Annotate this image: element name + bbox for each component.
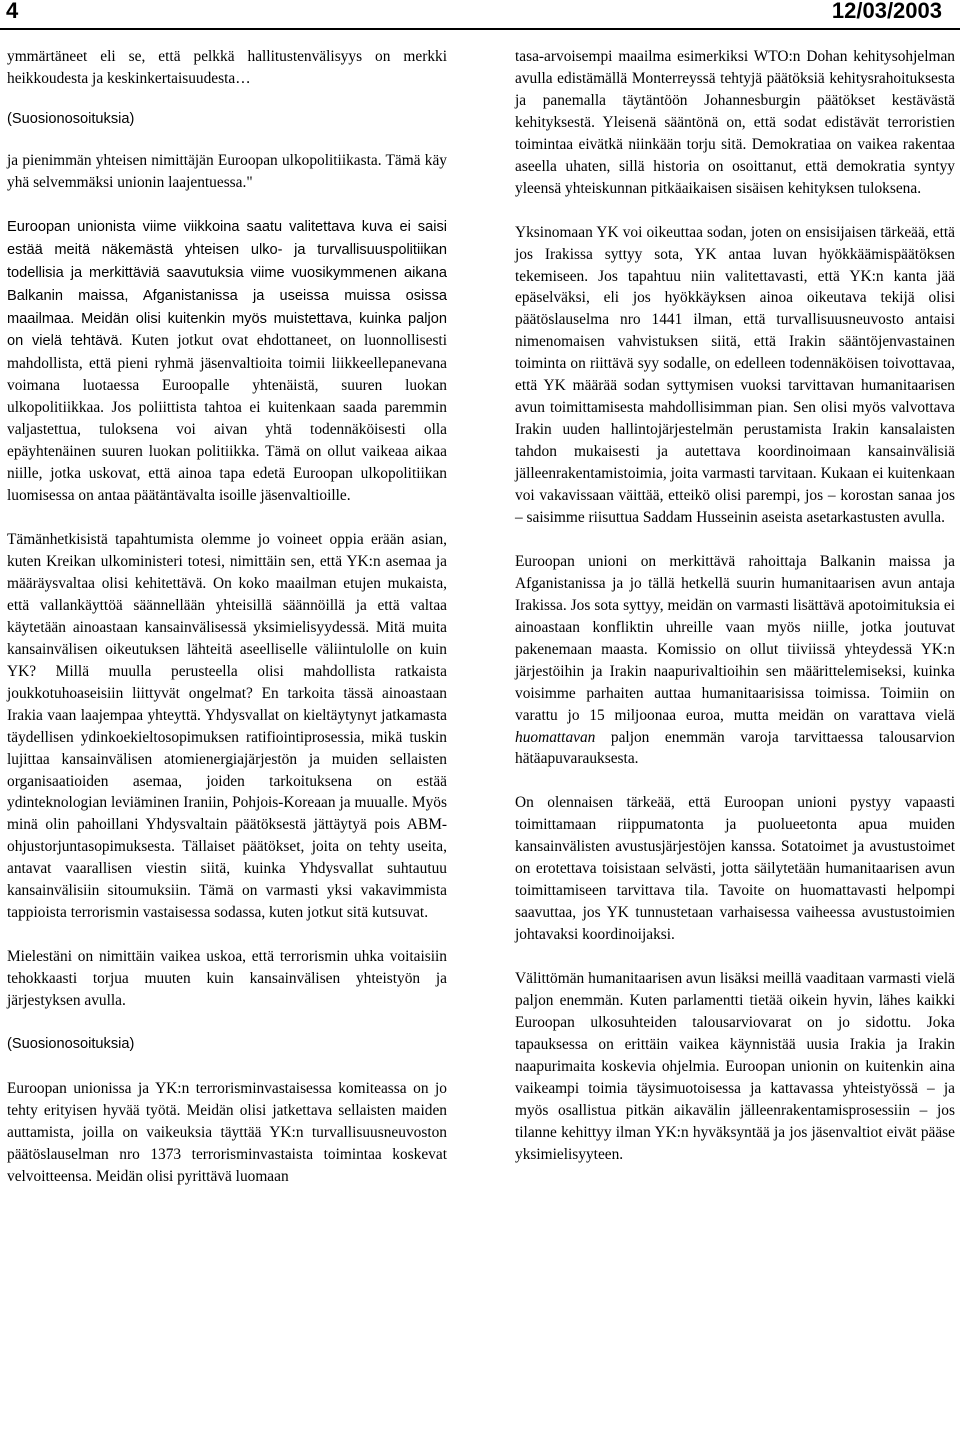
paragraph-part: Euroopan unioni on merkittävä rahoittaja Balkanin maissa ja Afganistanissa ja jo tällä hetkellä suurin humanitaarisen avun antaja Irakissa. Jos sota syttyy, meidän on varmasti lisättävä apotoimituksia ei ainoastaan konfliktin uhreille vaan myös niille, jotka joutuvat pakenemaan maasta. Komissio on ollut tiiviissä yhteydessä YK:n järjestöihin ja Irakin naapurivaltioihin sen määrittelemiseksi, kuinka voisimme parhaiten auttaa humanitaarisissa toimissa. Toimiin on varattu jo 15 miljoonaa euroa, mutta meidän on varattava vielä: [515, 552, 955, 724]
paragraph: ymmärtäneet eli se, että pelkkä hallitustenvälisyys on merkki heikkoudesta ja keskinkertaisuudesta…: [7, 48, 447, 87]
paragraph-part: paljon enemmän varoja tarvittaessa talousarvion hätäapuvarauksesta.: [515, 728, 955, 768]
paragraph-serif-part: Kuten jotkut ovat ehdottaneet, on luonnollisesti mahdollista, että pieni ryhmä jäsenvaltioita toimii liikkeellepanevana voimana luotaessa Euroopalle yhtenäistä, suuren luokan ulkopolitiikkaa. Jos poliittista tahtoa ei kuitenkaan saada paremmin valjastettua, tuloksena voi aivan yhtä todennäköisesti olla epäyhtenäinen suuren luokan politiikka. Tämä on ollut vaikeaa aikaa niille, jotka uskovat, että ainoa tapa edetä Euroopan ulkopolitiikan luomisessa on antaa päätäntävalta isoille jäsenvaltioille.: [7, 332, 447, 505]
paragraph: Euroopan unionissa ja YK:n terrorisminvastaisessa komiteassa on jo tehty erityisen hyvää työtä. Meidän olisi jatkettava sellaisten maiden auttamista, joilla on vaikeuksia täyttää YK:n turvallisuusneuvoston päätöslauselman nro 1373 terrorisminvastaista toimintaa koskevat velvoitteensa. Meidän olisi pyrittävä luomaan: [7, 1079, 447, 1185]
applause-note: (Suosionosoituksia): [7, 1035, 135, 1052]
paragraph: Välittömän humanitaarisen avun lisäksi meillä vaaditaan varmasti vielä paljon enemmän. Kuten parlamentti tietää oikein hyvin, lähes kaikki Euroopan ulkosuhteiden talousarviovarat on jo sidottu. Joka tapauksessa on erittäin vaikea käynnistää uusia Irakia ja Irakin naapurimaita koskevia ohjelmia. Euroopan unionin on kuitenkin aina vaikeampi toimia täysimuotoisessa ja kattavassa yhteistyössä – ja myös osallistua pitkän aikavälin jälleenrakentamisprosessiin – jos tilanne kehittyy ilman YK:n hyväksyntää ja jos jäsenvaltiot eivät pääse yksimielisyyteen.: [515, 969, 955, 1163]
page-number: 4: [6, 0, 19, 23]
left-column: [7, 46, 447, 1188]
page-date: 12/03/2003: [831, 0, 942, 23]
page-header: [0, 0, 960, 30]
paragraph: On olennaisen tärkeää, että Euroopan unioni pystyy vapaasti toimittamaan riippumatonta ja puolueetonta apua muiden kansainvälisten avustusjärjestöjen kanssa. Sotatoimet ja avustustoimet on erotettava toisistaan selvästi, jotta säilytetään humanitaarisen avun toimittamiseen tarvittava tila. Tavoite on huomattavasti helpompi saavuttaa, jos YK tunnustetaan varhaisessa vaiheessa avustustoimien johtavaksi koordinoijaksi.: [515, 794, 955, 944]
right-column: [515, 46, 955, 1166]
paragraph-sans-part: Euroopan unionista viime viikkoina saatu valitettava kuva ei saisi estää meitä näkemästä yhteisen ulko- ja turvallisuuspolitiikan todellisia ja merkittäviä saavutuksia viime vuosikymmenen aikana Balkanin maissa, Afganistanissa ja useissa muissa osissa maailmaa. Meidän olisi kuitenkin myös muistettava, kuinka paljon on vielä tehtävä.: [7, 218, 447, 350]
paragraph: Yksinomaan YK voi oikeuttaa sodan, joten on ensisijaisen tärkeää, että jos Irakissa syttyy sota, YK antaa luvan hyökkäämispäätöksen tekemiseen. Jos tapahtuu niin valitettavasti, että YK:n kanta jää epäselväksi, eli jos hyökkäyksen ainoa oikeutava tekijä olisi päätöslauselma nro 1441 ilman, että turvallisuusneuvosto antaisi nimenomaisen vahvistuksen siitä, että Irakin sääntöjenvastainen toiminta on riittävä syy sodalle, on edelleen todennäköisen toivottavaa, että YK määrää sodan syttymisen vuoksi tarvittavan humanitaarisen avun toimittamisesta mahdollisimman pian. Sen olisi myös valvottava Irakin uuden hallintojärjestelmän perustamista Irakin kansalaisten tahdon mukaisesti ja autettava koordinoimaan kansainvälisiä jälleenrakentamistoimia, joita varmasti tarvitaan. Kukaan ei kuitenkaan voi vakavissaan väittää, etteikö olisi parempi, jos – korostan sanaa jos – saisimme riisuttua Saddam Husseinin aseista asetarkastusten avulla.: [515, 223, 955, 526]
applause-note: (Suosionosoituksia): [7, 110, 135, 127]
paragraph: ja pienimmän yhteisen nimittäjän Euroopan ulkopolitiikasta. Tämä käy yhä selvemmäksi unionin laajentuessa.": [7, 151, 447, 191]
emphasized-word: huomattavan: [515, 728, 596, 746]
paragraph: Tämänhetkisistä tapahtumista olemme jo voineet oppia erään asian, kuten Kreikan ulkoministeri totesi, nimittäin sen, että YK:n asemaa ja määräysvaltaa olisi kehitettävä. On koko maailman etujen mukaista, että vallankäyttöä säännellään yhteisillä säännöillä ja että valtaa käytetään ainoastaan kansainvälisessä yksimielisyydessä. Mitä muita kansainvälisen oikeutuksen lähteitä aseelliselle väliintulolle on kuin YK? Millä muulla perusteella olisi mahdollista ratkaista joukkotuhoaseisiin liittyvät ongelmat? En tarkoita tässä ainoastaan Irakia vaan laajempaa yhteyttä. Yhdysvallat on kieltäytynyt jatkamasta täydellisen ydinkoekieltosopimuksen ratifiointiprosessia, mikä tuskin lujittaa kansainvälisen atomienergiajärjestön ja muiden sellaisten organisaatioiden asemaa, joiden tarkoituksena on estää ydinteknologian leviäminen Iraniin, Pohjois-Koreaan ja muualle. Myös minä olin pahoillani Yhdysvaltain päätöksestä jättäytyä pois ABM-ohjustorjuntasopimuksesta. Tällaiset päätökset, joita on tehty useita, antavat vaarallisen viestin siitä, kuinka Yhdysvallat suhtautuu kansainvälisiin sitoumuksiin. Tämä on varmasti yksi vakavimmista tappioista terrorismin vastaisessa sodassa, kuten jotkut sitä kutsuvat.: [7, 531, 447, 922]
paragraph: tasa-arvoisempi maailma esimerkiksi WTO:n Dohan kehitysohjelman avulla edistämällä Monterreyssä tehtyjä päätöksiä kehitysrahoituksesta ja panemalla täytäntöön Johannesburgin päätökset kestävästä kehityksestä. Yleisenä sääntönä on, että sodat edistävät terroristien toimintaa eivätkä niinkään torju sitä. Demokratiaa on vaikea rakentaa aseella uhaten, sillä historia on osoittanut, että demokratia syntyy yleensä yhteiskunnan pitkäaikaisen sisäisen kehityksen tuloksena.: [515, 48, 955, 197]
paragraph: [515, 551, 955, 771]
paragraph: [7, 216, 447, 507]
paragraph: Mielestäni on nimittäin vaikea uskoa, että terrorismin uhka voitaisiin tehokkaasti torjua muuten kuin kansainvälisen yhteistyön ja järjestyksen avulla.: [7, 948, 447, 1010]
